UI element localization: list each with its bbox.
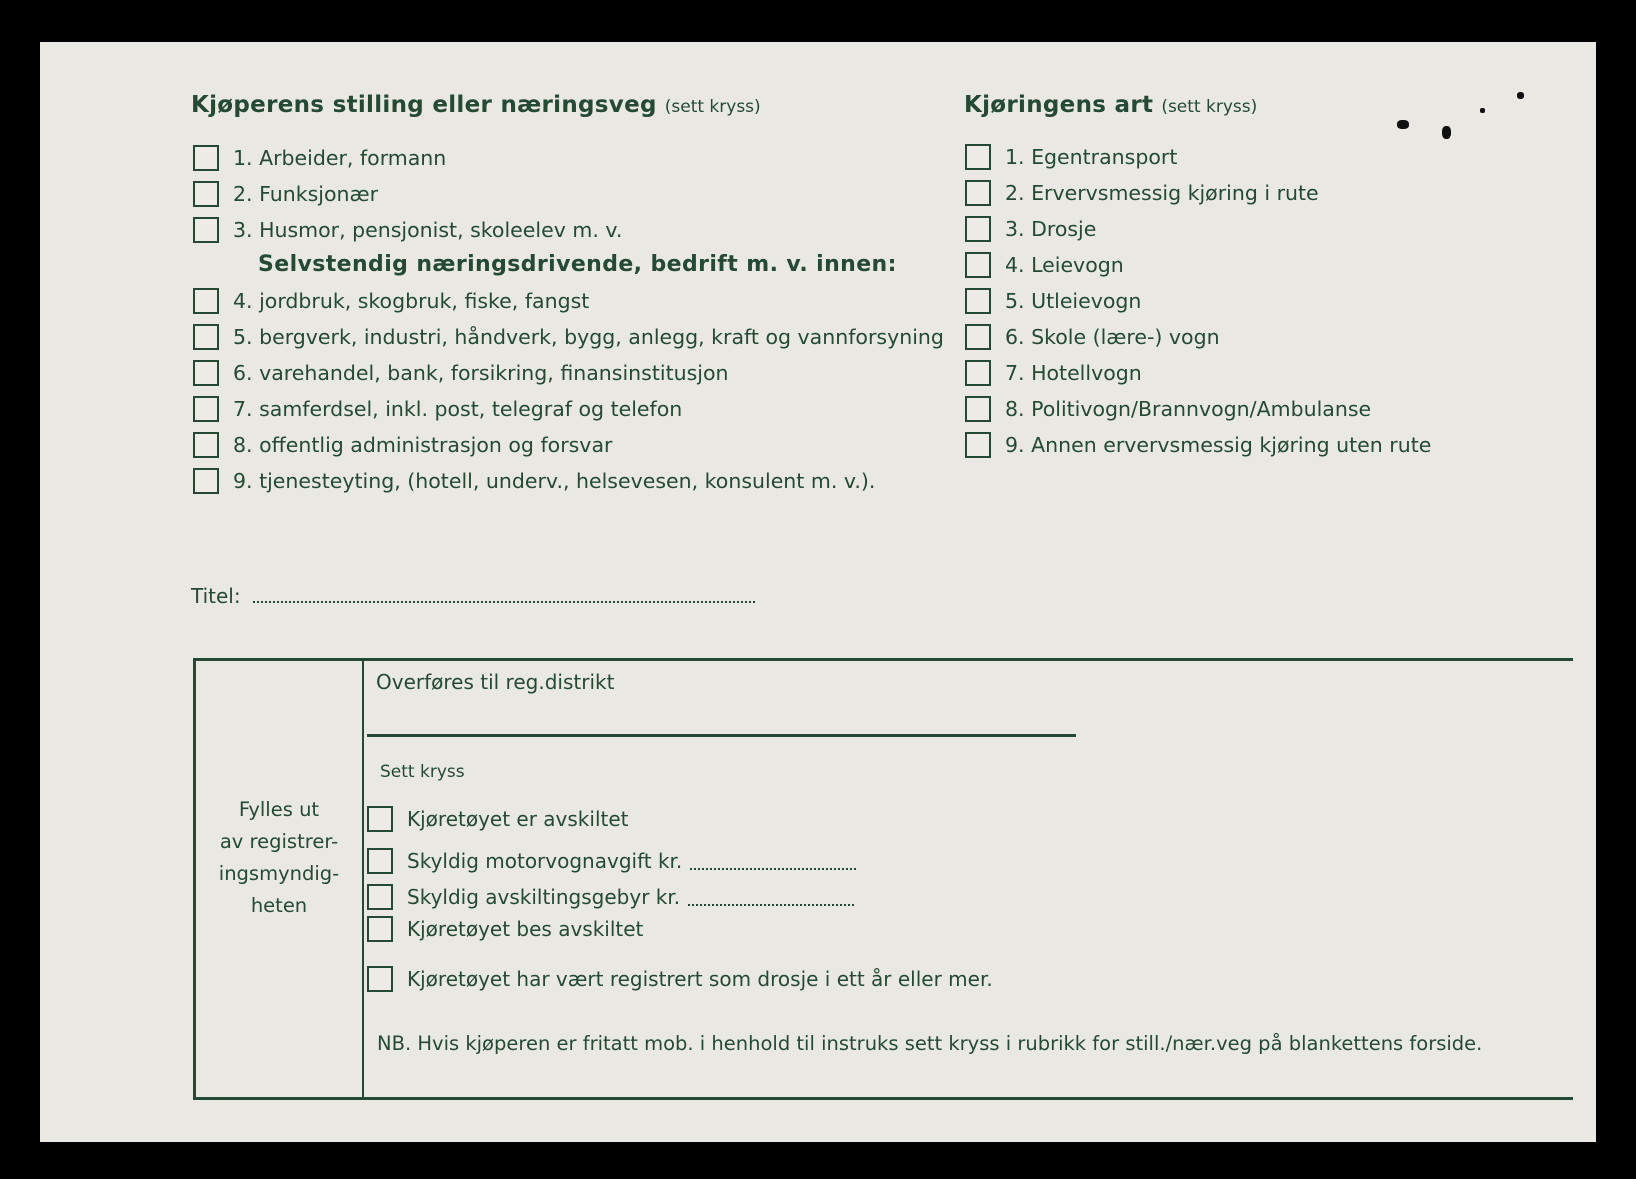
checkbox[interactable] (965, 324, 991, 350)
registry-option-2[interactable] (367, 848, 856, 874)
ink-spot (1442, 126, 1451, 139)
ink-spot (1397, 120, 1409, 129)
option-label: Skyldig motorvognavgift kr. (407, 849, 683, 873)
driving-option-3[interactable] (965, 216, 1096, 242)
driving-option-9[interactable] (965, 432, 1431, 458)
checkbox[interactable] (193, 432, 219, 458)
side-label-line: ingsmyndig- (218, 862, 340, 885)
option-label: 2. Funksjonær (233, 182, 379, 206)
occupation-heading (191, 92, 761, 118)
occupation-heading-text: Kjøperens stilling eller næringsveg (191, 92, 657, 118)
occupation-option-3[interactable] (193, 217, 622, 243)
driving-option-5[interactable] (965, 288, 1141, 314)
driving-option-8[interactable] (965, 396, 1371, 422)
driving-type-heading (964, 92, 1257, 118)
registry-option-5[interactable] (367, 966, 993, 992)
checkbox[interactable] (965, 288, 991, 314)
option-label: 1. Arbeider, formann (233, 146, 447, 170)
amount-input-line[interactable] (688, 888, 854, 906)
option-label: Kjøretøyet bes avskiltet (407, 917, 644, 941)
option-label: 8. offentlig administrasjon og forsvar (233, 433, 613, 457)
occupation-heading-note: (sett kryss) (664, 97, 761, 117)
driving-type-heading-note: (sett kryss) (1161, 97, 1258, 117)
registry-option-4[interactable] (367, 916, 643, 942)
checkbox[interactable] (367, 806, 393, 832)
occupation-option-2[interactable] (193, 181, 378, 207)
self-employed-subheading: Selvstendig næringsdrivende, bedrift m. v. innen: (258, 252, 897, 277)
occupation-option-7[interactable] (193, 396, 682, 422)
checkbox[interactable] (965, 360, 991, 386)
checkbox[interactable] (193, 396, 219, 422)
transfer-input-line[interactable] (367, 734, 1076, 737)
option-label: 9. Annen ervervsmessig kjøring uten rute (1005, 433, 1432, 457)
driving-type-heading-text: Kjøringens art (964, 92, 1154, 118)
option-label: 3. Husmor, pensjonist, skoleelev m. v. (233, 218, 623, 242)
occupation-option-9[interactable] (193, 468, 875, 494)
option-label: 4. jordbruk, skogbruk, fiske, fangst (233, 289, 590, 313)
occupation-option-6[interactable] (193, 360, 729, 386)
registry-option-1[interactable] (367, 806, 629, 832)
ink-spot (1480, 108, 1485, 113)
occupation-option-8[interactable] (193, 432, 612, 458)
checkbox[interactable] (965, 396, 991, 422)
checkbox[interactable] (193, 468, 219, 494)
checkbox[interactable] (193, 181, 219, 207)
option-label: 1. Egentransport (1005, 145, 1178, 169)
title-label: Titel: (191, 584, 241, 608)
box-divider (362, 658, 364, 1099)
checkbox[interactable] (193, 360, 219, 386)
occupation-option-1[interactable] (193, 145, 446, 171)
checkbox[interactable] (193, 324, 219, 350)
checkbox[interactable] (965, 144, 991, 170)
driving-option-7[interactable] (965, 360, 1142, 386)
registry-side-label (198, 794, 360, 922)
checkbox[interactable] (193, 145, 219, 171)
box-bottom-border (193, 1097, 1573, 1100)
title-field[interactable] (191, 584, 755, 608)
checkbox[interactable] (367, 848, 393, 874)
registry-option-3[interactable] (367, 884, 854, 910)
checkbox[interactable] (367, 884, 393, 910)
ink-spot (1517, 92, 1524, 99)
option-label: 6. Skole (lære-) vogn (1005, 325, 1220, 349)
option-label: 3. Drosje (1005, 217, 1097, 241)
side-label-line: av registrer- (219, 830, 339, 853)
form-sheet (40, 42, 1596, 1142)
option-label: Kjøretøyet har vært registrert som drosje i ett år eller mer. (407, 967, 993, 991)
box-left-border (193, 658, 196, 1100)
checkbox[interactable] (965, 432, 991, 458)
checkbox[interactable] (193, 217, 219, 243)
option-label: 8. Politivogn/Brannvogn/Ambulanse (1005, 397, 1372, 421)
driving-option-4[interactable] (965, 252, 1124, 278)
option-label: 5. Utleievogn (1005, 289, 1142, 313)
check-instruction: Sett kryss (380, 762, 465, 782)
box-top-border (195, 658, 1573, 661)
option-label: 4. Leievogn (1005, 253, 1124, 277)
occupation-option-4[interactable] (193, 288, 589, 314)
driving-option-1[interactable] (965, 144, 1177, 170)
occupation-option-5[interactable] (193, 324, 944, 350)
checkbox[interactable] (367, 916, 393, 942)
driving-option-6[interactable] (965, 324, 1220, 350)
checkbox[interactable] (193, 288, 219, 314)
checkbox[interactable] (965, 180, 991, 206)
option-label: 7. samferdsel, inkl. post, telegraf og telefon (233, 397, 683, 421)
option-label: 9. tjenesteyting, (hotell, underv., helsevesen, konsulent m. v.). (233, 469, 876, 493)
title-input-line[interactable] (253, 585, 755, 603)
option-label: 7. Hotellvogn (1005, 361, 1142, 385)
checkbox[interactable] (965, 252, 991, 278)
option-label: Kjøretøyet er avskiltet (407, 807, 629, 831)
option-label: 6. varehandel, bank, forsikring, finansinstitusjon (233, 361, 729, 385)
amount-input-line[interactable] (690, 852, 856, 870)
checkbox[interactable] (367, 966, 393, 992)
option-label: Skyldig avskiltingsgebyr kr. (407, 885, 681, 909)
driving-option-2[interactable] (965, 180, 1319, 206)
side-label-line: Fylles ut (238, 798, 320, 821)
option-label: 2. Ervervsmessig kjøring i rute (1005, 181, 1319, 205)
transfer-label: Overføres til reg.distrikt (376, 670, 615, 694)
nb-note: NB. Hvis kjøperen er fritatt mob. i henhold til instruks sett kryss i rubrikk for still./nær.veg på blankettens forside. (377, 1032, 1483, 1055)
option-label: 5. bergverk, industri, håndverk, bygg, anlegg, kraft og vannforsyning (233, 325, 944, 349)
checkbox[interactable] (965, 216, 991, 242)
side-label-line: heten (250, 894, 308, 917)
